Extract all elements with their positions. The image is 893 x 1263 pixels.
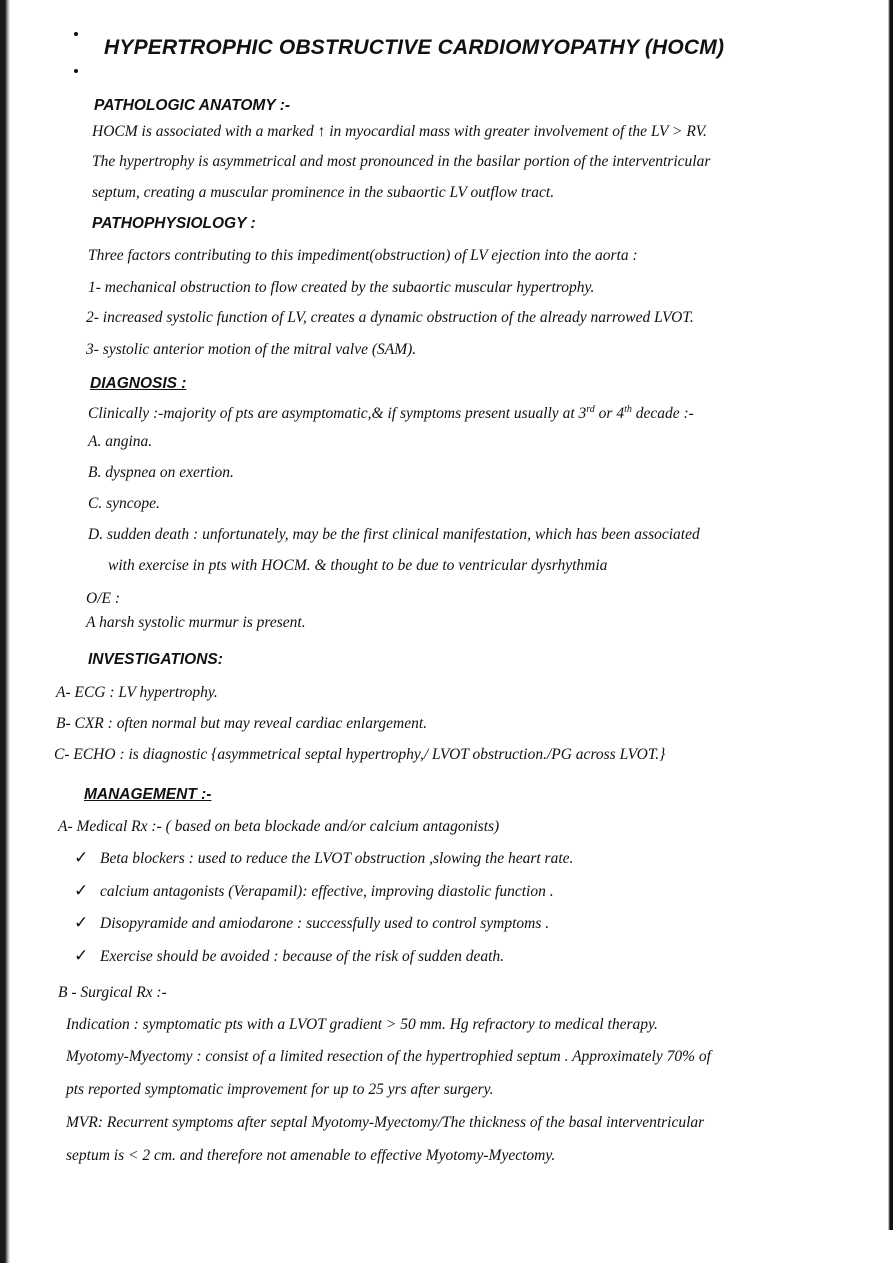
list-item: B. dyspnea on exertion. bbox=[88, 464, 234, 481]
list-item: 2- increased systolic function of LV, creates a dynamic obstruction of the already narrowed LVOT. bbox=[86, 309, 694, 326]
text-line: septum is < 2 cm. and therefore not amenable to effective Myotomy-Myectomy. bbox=[66, 1147, 556, 1164]
list-item: 1- mechanical obstruction to flow created by the subaortic muscular hypertrophy. bbox=[88, 279, 595, 296]
section-heading-pathologic-anatomy: PATHOLOGIC ANATOMY :- bbox=[94, 97, 291, 114]
text-line: pts reported symptomatic improvement for up to 25 yrs after surgery. bbox=[66, 1081, 494, 1098]
text-line: septum, creating a muscular prominence in the subaortic LV outflow tract. bbox=[92, 184, 555, 201]
text-fragment: decade :- bbox=[631, 405, 694, 423]
page-title: HYPERTROPHIC OBSTRUCTIVE CARDIOMYOPATHY (HOCM) bbox=[104, 36, 725, 59]
text-line: MVR: Recurrent symptoms after septal Myotomy-Myectomy/The thickness of the basal interventricular bbox=[66, 1114, 705, 1131]
text-line: Myotomy-Myectomy : consist of a limited resection of the hypertrophied septum . Approximately 70% of bbox=[66, 1048, 711, 1065]
text-line: The hypertrophy is asymmetrical and most pronounced in the basilar portion of the interventricular bbox=[92, 153, 711, 170]
list-item: A. angina. bbox=[88, 433, 153, 450]
list-item-continuation: with exercise in pts with HOCM. & thought to be due to ventricular dysrhythmia bbox=[108, 557, 608, 574]
oe-text: A harsh systolic murmur is present. bbox=[86, 614, 306, 631]
list-item: C- ECHO : is diagnostic {asymmetrical septal hypertrophy,/ LVOT obstruction./PG across LVOT.} bbox=[54, 746, 666, 763]
check-icon: ✓ bbox=[74, 881, 89, 900]
list-item-text: calcium antagonists (Verapamil): effective, improving diastolic function . bbox=[100, 883, 554, 900]
surgical-rx-label: B - Surgical Rx :- bbox=[58, 984, 167, 1001]
list-item-text: Disopyramide and amiodarone : successfully used to control symptoms . bbox=[100, 915, 550, 932]
superscript: th bbox=[624, 404, 632, 415]
scan-right-edge bbox=[888, 0, 893, 1230]
section-heading-management: MANAGEMENT :- bbox=[84, 786, 212, 803]
oe-label: O/E : bbox=[86, 590, 121, 607]
list-item bbox=[74, 848, 573, 869]
bullet-dot bbox=[74, 69, 78, 73]
text-line: Three factors contributing to this impediment(obstruction) of LV ejection into the aorta : bbox=[88, 247, 638, 264]
scan-left-edge bbox=[0, 0, 10, 1263]
list-item: B- CXR : often normal but may reveal cardiac enlargement. bbox=[56, 715, 428, 732]
check-icon: ✓ bbox=[74, 913, 89, 932]
list-item-text: Exercise should be avoided : because of the risk of sudden death. bbox=[100, 948, 505, 965]
text-line: Indication : symptomatic pts with a LVOT gradient > 50 mm. Hg refractory to medical therapy. bbox=[66, 1016, 658, 1033]
bullet-dot bbox=[74, 32, 78, 36]
text-line: HOCM is associated with a marked ↑ in myocardial mass with greater involvement of the LV > RV. bbox=[92, 123, 707, 140]
section-heading-pathophysiology: PATHOPHYSIOLOGY : bbox=[92, 215, 256, 232]
clinically-line bbox=[88, 400, 694, 424]
list-item: D. sudden death : unfortunately, may be the first clinical manifestation, which has been associated bbox=[88, 526, 700, 543]
medical-rx-label: A- Medical Rx :- ( based on beta blockade and/or calcium antagonists) bbox=[58, 818, 500, 835]
list-item-text: Beta blockers : used to reduce the LVOT obstruction ,slowing the heart rate. bbox=[100, 850, 574, 867]
list-item bbox=[74, 881, 554, 902]
list-item: C. syncope. bbox=[88, 495, 160, 512]
text-fragment: Clinically :-majority of pts are asymptomatic,& if symptoms present usually at 3 bbox=[88, 405, 587, 423]
list-item: 3- systolic anterior motion of the mitral valve (SAM). bbox=[86, 341, 417, 358]
superscript: rd bbox=[586, 404, 595, 415]
list-item bbox=[74, 913, 549, 934]
list-item bbox=[74, 946, 504, 967]
check-icon: ✓ bbox=[74, 848, 89, 867]
text-fragment: or 4 bbox=[594, 405, 625, 423]
section-heading-investigations: INVESTIGATIONS: bbox=[88, 651, 223, 668]
check-icon: ✓ bbox=[74, 946, 89, 965]
section-heading-diagnosis: DIAGNOSIS : bbox=[90, 375, 187, 392]
list-item: A- ECG : LV hypertrophy. bbox=[56, 684, 218, 701]
